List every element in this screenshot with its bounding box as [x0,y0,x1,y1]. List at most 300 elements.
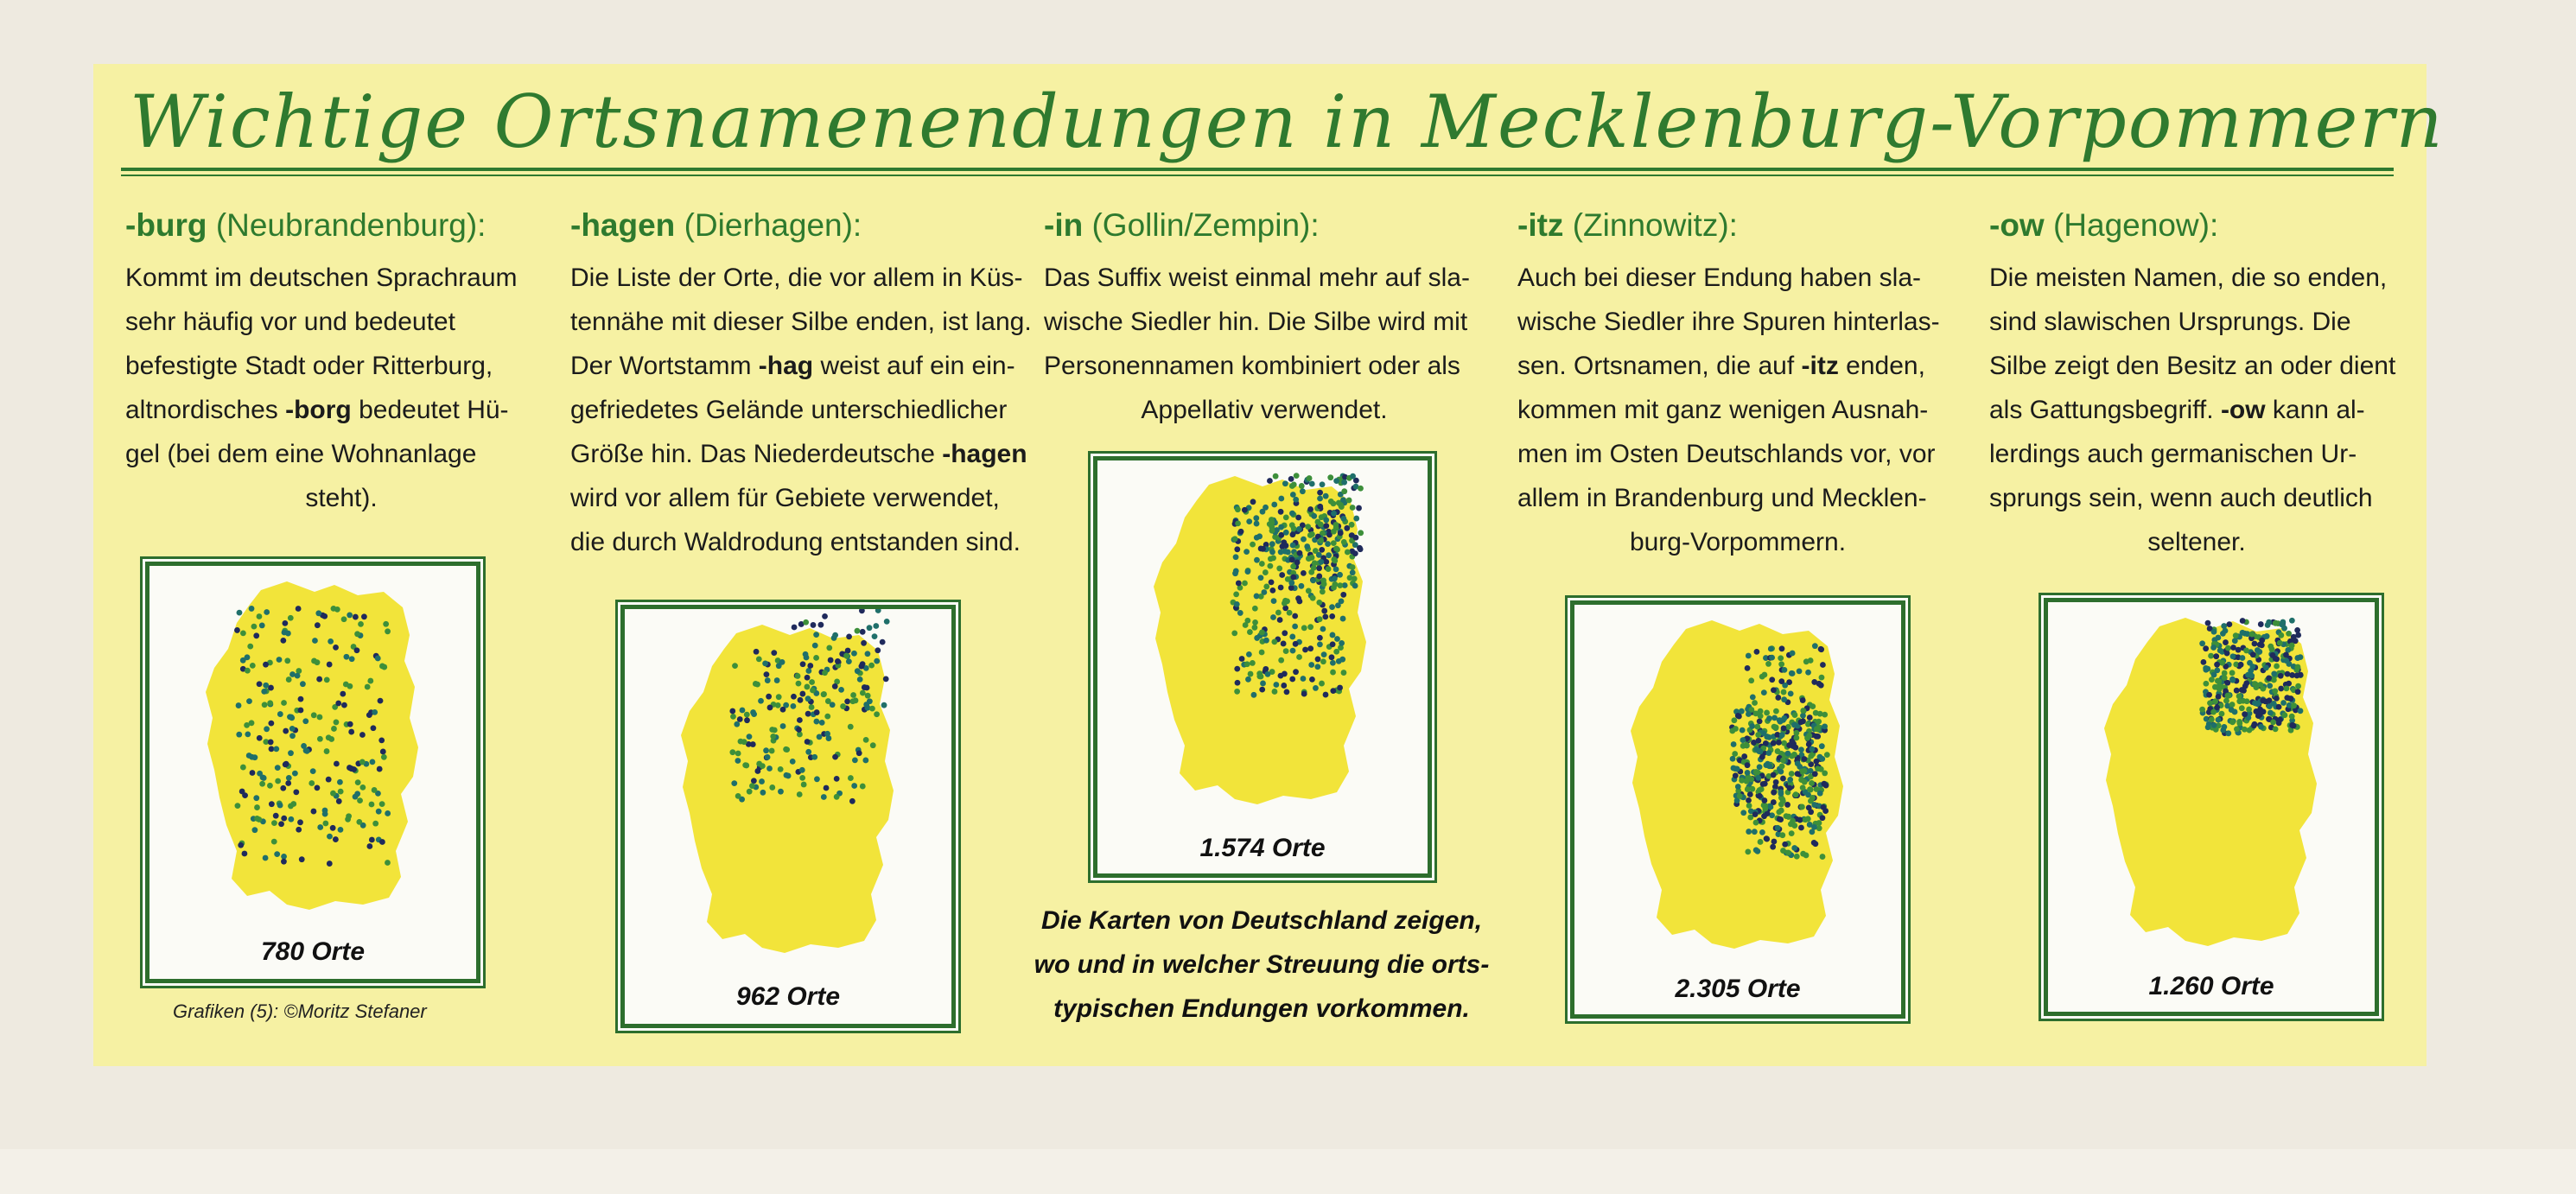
place-dot [751,778,757,784]
place-dot [1316,574,1322,580]
place-dot [735,751,741,757]
place-dot [1810,795,1816,801]
place-dot [1744,742,1750,748]
place-dot [735,793,741,799]
place-dot [2294,655,2300,661]
place-dot [1242,507,1248,513]
place-dot [1325,541,1331,547]
place-dot [749,783,755,789]
place-dot [857,676,863,683]
place-dot [369,837,375,843]
place-dot [1340,616,1346,622]
place-dot [1323,523,1329,529]
bold-suffix: -hagen [942,440,1027,468]
place-dot [1316,552,1322,558]
place-dot [2283,652,2289,658]
place-dot [1806,804,1812,810]
place-dot [2263,664,2269,670]
place-dot [832,632,838,638]
place-dot [1310,577,1316,583]
place-dot [2199,707,2205,713]
place-dot [873,623,879,629]
place-dot [1314,664,1320,670]
place-dot [367,678,373,684]
place-dot [1816,820,1822,826]
place-dot [1758,839,1764,845]
place-dot [765,677,771,683]
place-dot [772,727,778,734]
place-dot [1771,839,1778,845]
place-dot [1287,610,1293,616]
place-dot [1242,581,1248,587]
place-dot [2209,716,2215,722]
place-dot [1771,790,1777,796]
place-dot [1252,619,1258,626]
place-dot [1333,566,1339,572]
place-dot [822,670,828,676]
place-dot [1326,552,1332,558]
place-dot [2247,727,2253,734]
text-line: Personennamen kombiniert oder als [1044,352,1460,380]
place-dot [274,851,280,857]
place-dot [355,779,361,785]
place-dot [1811,802,1817,808]
place-dot [880,639,886,645]
example-label: (Gollin/Zempin): [1091,207,1320,243]
place-dot [1247,629,1253,635]
place-dot [2289,618,2295,624]
place-dot [849,698,855,704]
place-dot [1250,499,1256,505]
place-dot [774,677,780,683]
place-dot [253,795,259,801]
place-dot [1309,481,1315,487]
place-dot [1352,550,1358,556]
place-dot [2271,701,2277,707]
place-dot [2240,618,2246,624]
place-dot [334,607,340,613]
place-dot [1731,741,1737,747]
place-dot [2229,707,2235,713]
place-dot [1750,694,1756,700]
place-dot [865,651,871,657]
place-dot [344,654,350,660]
place-dot [1259,687,1265,693]
place-dot [269,801,275,807]
place-dot [353,614,359,620]
text-line: Der Wortstamm -hag weist auf ein ein- [570,352,1015,380]
place-dot [2291,702,2297,708]
place-dot [1766,763,1772,769]
place-dot [1785,850,1791,856]
place-dot [381,754,387,760]
place-dot [824,731,830,737]
column-ow [1989,207,2404,564]
place-dot [1323,493,1329,499]
place-dot [2268,710,2274,716]
place-dot [2225,730,2231,736]
place-dot [1291,481,1297,487]
place-dot [348,729,354,735]
place-dot [766,694,772,700]
place-dot [1296,654,1302,660]
place-dot [2251,722,2257,728]
place-dot [2298,672,2304,678]
place-dot [1819,743,1825,749]
place-dot [2234,688,2240,694]
place-dot [377,766,383,772]
place-dot [335,701,341,707]
place-dot [1334,636,1340,642]
place-dot [2206,692,2212,698]
place-dot [358,621,364,627]
place-dot [852,757,858,763]
place-dot [1823,783,1829,789]
place-dot [805,684,811,690]
place-dot [1771,724,1778,730]
place-dot [2238,662,2244,668]
place-dot [1789,830,1795,836]
place-dot [333,836,339,842]
place-dot [1277,617,1283,623]
place-dot [1299,583,1305,589]
place-dot [2252,700,2258,706]
place-dot [1797,668,1803,674]
place-dot [2295,632,2301,638]
place-dot [1798,719,1804,725]
place-dot [1330,641,1336,647]
place-dot [1804,735,1810,741]
place-dot [379,801,385,807]
place-dot [345,816,351,822]
place-dot [340,691,346,697]
place-dot [2225,693,2231,699]
place-dot [813,719,819,725]
place-dot [1337,685,1343,691]
place-dot [1812,643,1818,649]
place-dot [2298,708,2304,714]
place-dot [741,739,747,745]
place-dot [1766,715,1772,721]
place-dot [2256,649,2262,655]
place-dot [1771,772,1777,778]
place-dot [372,821,378,827]
place-dot [2278,673,2284,679]
place-dot [1791,722,1797,728]
place-dot [1244,661,1250,667]
place-dot [1787,785,1793,791]
place-dot [245,654,251,660]
column-in [1044,207,1485,432]
place-dot [311,658,317,664]
place-dot [828,657,834,664]
place-dot [253,632,259,638]
place-dot [1757,787,1763,793]
place-dot [2295,689,2301,695]
place-dot [1313,685,1319,691]
place-dot [1256,670,1263,676]
text-line: steht). [305,484,378,512]
place-dot [1752,700,1758,706]
place-dot [805,675,811,681]
place-dot [1268,556,1274,562]
place-dot [2222,675,2228,681]
place-dot [753,681,759,687]
place-dot [361,613,367,619]
germany-map [1097,460,1424,823]
place-dot [1770,844,1776,850]
place-dot [1752,710,1759,716]
suffix-label: -in [1044,207,1084,243]
place-dot [246,753,252,759]
place-dot [2208,653,2214,659]
place-dot [1323,559,1329,565]
place-dot [2278,686,2284,692]
place-dot [359,732,366,738]
place-dot [2243,680,2249,686]
place-dot [737,716,743,722]
place-dot [855,628,861,634]
place-dot [1254,594,1260,600]
place-dot [1792,712,1798,718]
place-dot [1353,516,1359,522]
place-dot [2282,712,2288,718]
place-dot [267,783,273,789]
place-dot [1317,496,1323,502]
place-dot [1292,624,1298,630]
place-dot [2224,680,2230,686]
place-dot [767,705,773,711]
place-dot [1749,723,1755,729]
place-dot [851,783,857,789]
place-dot [2243,648,2249,654]
place-dot [758,698,764,704]
place-dot [791,703,797,709]
place-dot [1318,522,1324,528]
place-dot [1239,656,1245,662]
place-dot [2225,645,2231,651]
place-dot [1259,650,1265,656]
place-dot [1802,756,1808,762]
place-dot [347,765,353,771]
place-dot [1771,687,1777,693]
column-text [125,256,557,520]
place-dot [1308,662,1314,668]
place-dot [1350,564,1356,570]
place-dot [1320,626,1326,632]
place-dot [1768,804,1774,810]
place-dot [1234,666,1240,672]
place-dot [2285,671,2291,677]
place-dot [1790,651,1796,657]
place-dot [1773,708,1779,714]
place-dot [784,772,790,778]
text-line: tennähe mit dieser Silbe enden, ist lang. [570,308,1032,336]
count-label: 780 Orte [260,937,366,966]
place-dot [1794,854,1800,860]
place-dot [864,685,870,691]
place-dot [1269,579,1275,585]
place-dot [1281,683,1287,689]
place-dot [800,661,806,667]
place-dot [2229,670,2236,676]
place-dot [1795,760,1801,766]
place-dot [1293,497,1299,503]
place-dot [861,640,867,646]
place-dot [1233,591,1239,597]
place-dot [347,721,353,727]
place-dot [1254,521,1260,527]
place-dot [747,789,753,795]
place-dot [1310,595,1316,601]
place-dot [236,732,242,738]
place-dot [1271,598,1277,604]
bold-suffix: -borg [285,396,352,424]
place-dot [1350,569,1356,575]
place-dot [1270,614,1276,620]
place-dot [798,697,804,703]
map-in [1093,456,1432,878]
place-dot [1757,718,1763,724]
place-dot [1786,742,1792,748]
place-dot [2223,698,2229,704]
place-dot [1779,732,1785,738]
place-dot [281,816,287,822]
place-dot [293,789,299,795]
suffix-label: -burg [125,207,207,243]
place-dot [1822,712,1828,718]
place-dot [1279,543,1285,549]
place-dot [288,615,294,621]
place-dot [1260,546,1266,552]
place-dot [1307,475,1313,481]
place-dot [1778,655,1784,661]
place-dot [1317,641,1323,647]
place-dot [250,663,256,669]
place-dot [288,803,294,810]
map-burg [145,562,480,983]
place-dot [751,711,757,717]
place-dot [1778,769,1784,775]
place-dot [1315,657,1321,663]
place-dot [843,653,849,659]
place-dot [1785,751,1791,757]
place-dot [354,631,360,637]
place-dot [331,726,337,732]
place-dot [860,629,866,635]
example-label: (Zinnowitz): [1572,207,1738,243]
place-dot [311,712,317,718]
place-dot [242,792,248,798]
place-dot [1238,529,1244,535]
place-dot [1306,587,1312,594]
place-dot [1756,738,1762,744]
place-dot [1320,578,1326,584]
place-dot [1293,641,1299,647]
place-dot [1333,546,1339,552]
place-dot [1778,678,1784,684]
place-dot [326,777,332,783]
place-dot [813,655,819,661]
place-dot [2211,722,2217,728]
place-dot [1762,806,1768,812]
place-dot [1737,793,1743,799]
place-dot [1301,537,1307,543]
text-line: Kommt im deutschen Sprachraum [125,264,518,292]
place-dot [1282,598,1288,604]
place-dot [1273,473,1279,480]
place-dot [762,660,768,666]
place-dot [268,740,274,746]
place-dot [1741,753,1747,759]
place-dot [2209,676,2215,683]
place-dot [730,714,736,720]
place-dot [275,778,281,784]
place-dot [1818,646,1824,652]
place-dot [1296,526,1302,532]
place-dot [769,784,775,791]
place-dot [2219,711,2225,717]
place-dot [281,700,287,706]
place-dot [289,733,296,739]
place-dot [1735,784,1741,790]
place-dot [796,727,802,733]
place-dot [1295,515,1301,521]
place-dot [1812,771,1818,777]
place-dot [245,668,251,674]
place-dot [1281,641,1287,647]
place-dot [875,647,881,653]
place-dot [1800,708,1806,714]
place-dot [1260,509,1266,515]
text-line: wische Siedler ihre Spuren hinterlas- [1517,308,1940,336]
place-dot [2213,653,2219,659]
place-dot [337,779,343,785]
place-dot [1762,672,1768,678]
place-dot [2276,704,2282,710]
place-dot [2286,631,2292,637]
place-dot [1330,632,1336,638]
place-dot [1761,689,1767,695]
place-dot [1233,554,1239,560]
place-dot [872,633,878,639]
place-dot [1289,634,1295,640]
place-dot [1730,756,1736,762]
place-dot [735,758,741,764]
place-dot [347,613,353,619]
place-dot [1753,847,1759,853]
place-dot [850,692,856,698]
place-dot [1317,490,1323,496]
place-dot [326,734,332,740]
place-dot [1250,542,1256,548]
place-dot [795,673,801,679]
place-dot [1245,676,1251,683]
place-dot [366,712,372,718]
place-dot [1815,765,1821,772]
place-dot [378,737,385,743]
place-dot [740,708,746,714]
place-dot [1820,662,1826,668]
place-dot [1338,502,1344,508]
place-dot [1822,771,1828,777]
place-dot [356,819,362,825]
place-dot [1278,496,1284,502]
place-dot [1321,651,1327,657]
place-dot [812,643,818,649]
place-dot [1304,543,1310,549]
place-dot [2249,664,2255,670]
